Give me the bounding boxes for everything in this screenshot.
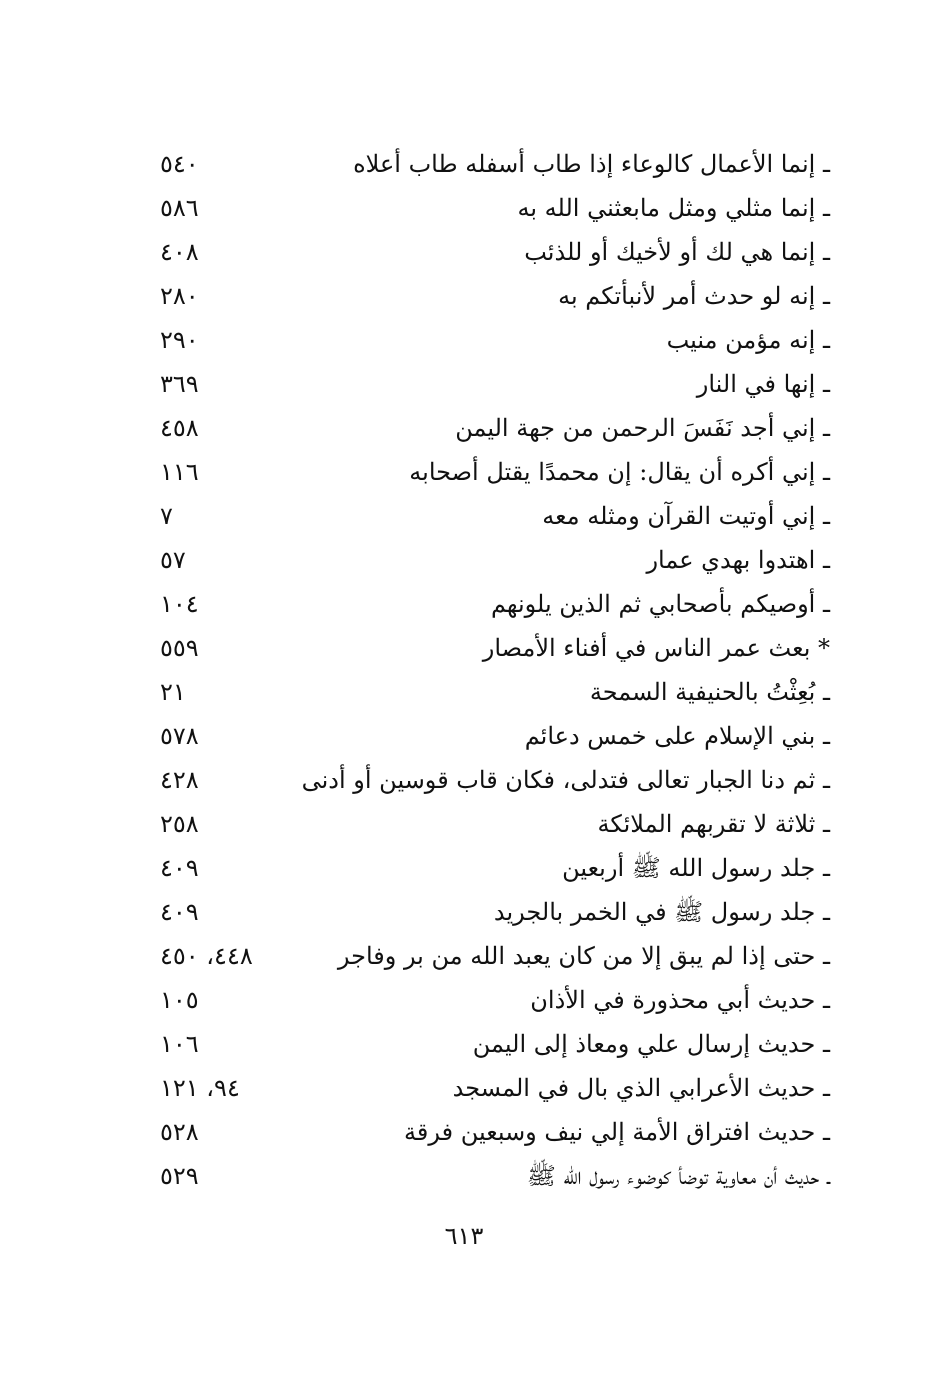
page-reference: ١٠٥	[160, 986, 199, 1014]
page-reference: ٥٢٩	[160, 1162, 199, 1190]
entry-text: ـ حديث إرسال علي ومعاذ إلى اليمن	[472, 1030, 830, 1058]
entry-text: ـ حديث أن معاوية توضأ كوضوء رسول الله ﷺ	[526, 1162, 830, 1190]
entry-text: ـ حديث الأعرابي الذي بال في المسجد	[452, 1074, 830, 1102]
index-entry	[155, 934, 830, 978]
index-entry	[155, 230, 830, 274]
hadith-index-list	[155, 142, 830, 1198]
page-reference: ٣٦٩	[160, 370, 199, 398]
index-entry	[155, 626, 830, 670]
entry-text: ـ أوصيكم بأصحابي ثم الذين يلونهم	[490, 590, 830, 618]
entry-text: ـ ثلاثة لا تقربهم الملائكة	[597, 810, 830, 838]
index-entry	[155, 758, 830, 802]
entry-text: ـ حديث افتراق الأمة إلي نيف وسبعين فرقة	[404, 1118, 830, 1146]
index-entry	[155, 802, 830, 846]
page-reference: ١١٦	[160, 458, 199, 486]
entry-text: ـ اهتدوا بهدي عمار	[646, 546, 830, 574]
page-reference: ٤٤٨، ٤٥٠	[160, 942, 253, 970]
page-reference: ١٠٦	[160, 1030, 199, 1058]
entry-text: ـ إنما مثلي ومثل مابعثني الله به	[517, 194, 830, 222]
page-reference: ٢٨٠	[160, 282, 199, 310]
page-reference: ٩٤، ١٢١	[160, 1074, 240, 1102]
page-reference: ٢١	[160, 678, 186, 706]
entry-text: ـ جلد رسول ﷺ في الخمر بالجريد	[493, 898, 830, 926]
page-reference: ٧	[160, 502, 173, 530]
page-reference: ٥٥٩	[160, 634, 199, 662]
entry-text: ـ بُعِثْتُ بالحنيفية السمحة	[589, 678, 830, 706]
entry-text: ـ إنما هي لك أو لأخيك أو للذئب	[524, 238, 830, 266]
entry-text: ـ حديث أبي محذورة في الأذان	[530, 986, 830, 1014]
index-entry	[155, 890, 830, 934]
index-entry	[155, 186, 830, 230]
index-entry	[155, 362, 830, 406]
index-entry	[155, 582, 830, 626]
index-entry	[155, 318, 830, 362]
index-entry	[155, 1110, 830, 1154]
page-reference: ٥٢٨	[160, 1118, 199, 1146]
page-reference: ٢٩٠	[160, 326, 199, 354]
index-entry	[155, 1022, 830, 1066]
entry-text: * بعث عمر الناس في أفناء الأمصار	[482, 634, 830, 662]
page-reference: ٢٥٨	[160, 810, 199, 838]
entry-text: ـ إنه مؤمن منيب	[666, 326, 830, 354]
entry-text: ـ إني أجد نَفَسَ الرحمن من جهة اليمن	[455, 414, 830, 442]
page-reference: ٥٨٦	[160, 194, 199, 222]
page-number: ٦١٣	[444, 1222, 484, 1250]
index-entry	[155, 846, 830, 890]
entry-text: ـ إني أكره أن يقال: إن محمدًا يقتل أصحابه	[409, 458, 830, 486]
index-entry	[155, 450, 830, 494]
page-reference: ٥٤٠	[160, 150, 199, 178]
entry-text: ـ جلد رسول الله ﷺ أربعين	[562, 854, 830, 882]
index-entry	[155, 494, 830, 538]
entry-text: ـ بني الإسلام على خمس دعائم	[524, 722, 830, 750]
entry-text: ـ إنه لو حدث أمر لأنبأتكم به	[558, 282, 830, 310]
entry-text: ـ إنما الأعمال كالوعاء إذا طاب أسفله طاب أعلاه	[353, 150, 830, 178]
index-entry	[155, 1066, 830, 1110]
index-entry	[155, 406, 830, 450]
page-reference: ٤٢٨	[160, 766, 199, 794]
index-entry	[155, 538, 830, 582]
page-reference: ١٠٤	[160, 590, 199, 618]
page-reference: ٥٧	[160, 546, 186, 574]
index-entry	[155, 1154, 830, 1198]
page-reference: ٤٥٨	[160, 414, 199, 442]
page-reference: ٤٠٨	[160, 238, 199, 266]
index-entry	[155, 714, 830, 758]
page-reference: ٤٠٩	[160, 898, 199, 926]
page-reference: ٤٠٩	[160, 854, 199, 882]
page-reference: ٥٧٨	[160, 722, 199, 750]
entry-text: ـ ثم دنا الجبار تعالى فتدلى، فكان قاب قوسين أو أدنى	[301, 766, 830, 794]
index-entry	[155, 142, 830, 186]
index-entry	[155, 274, 830, 318]
index-entry	[155, 670, 830, 714]
index-entry	[155, 978, 830, 1022]
entry-text: ـ حتى إذا لم يبق إلا من كان يعبد الله من بر وفاجر	[337, 942, 830, 970]
entry-text: ـ إني أوتيت القرآن ومثله معه	[542, 502, 830, 530]
entry-text: ـ إنها في النار	[696, 370, 830, 398]
